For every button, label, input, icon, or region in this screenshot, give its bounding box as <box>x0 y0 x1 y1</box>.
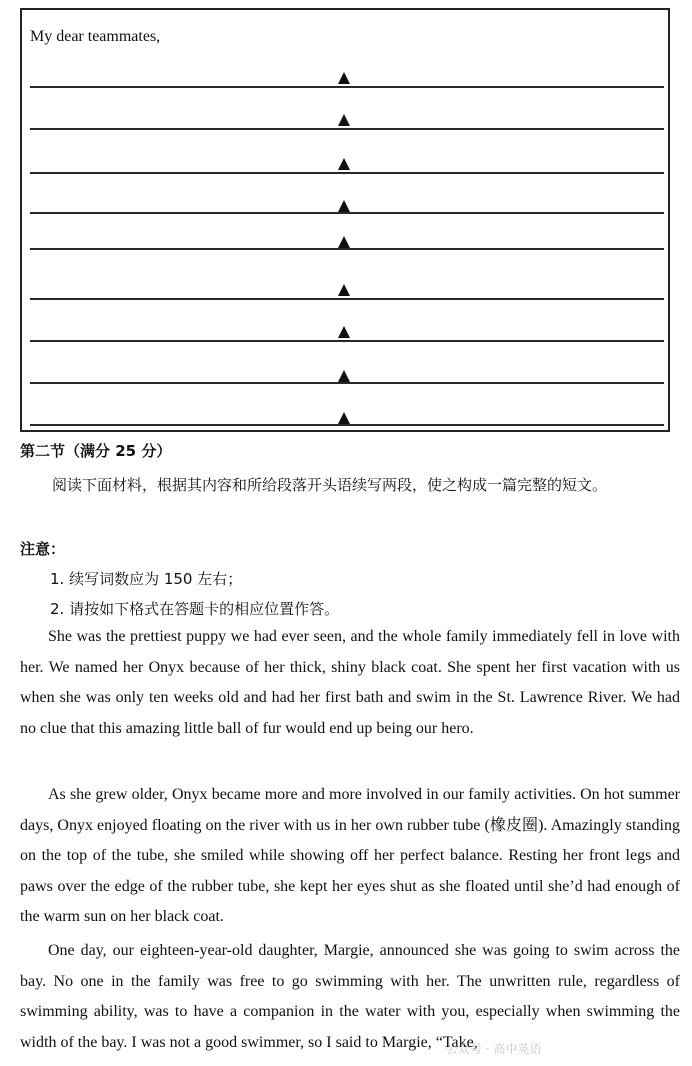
note-item: 2. 请按如下格式在答题卡的相应位置作答。 <box>50 600 340 618</box>
answer-box <box>20 8 670 432</box>
greeting: My dear teammates, <box>30 28 161 45</box>
note-label: 注意： <box>20 540 66 558</box>
triangle-marker-icon <box>338 72 350 84</box>
note-item: 1. 续写词数应为 150 左右； <box>50 570 243 588</box>
writing-line[interactable] <box>30 382 664 384</box>
writing-line[interactable] <box>30 212 664 214</box>
story-paragraph: One day, our eighteen-year-old daughter, Margie, announced she was going to swim across the bay. No one in the family was free to go swimming with her. The unwritten rule, regardless of swimming ability, was to have a companion in the water with you, especially when swimming the width of the bay. I was not a good swimmer, so I said to Margie, “Take, <box>20 942 680 1051</box>
section-title: 第二节（满分 25 分） <box>20 442 172 460</box>
story-paragraph: As she grew older, Onyx became more and more involved in our family activities. On hot summer days, Onyx enjoyed floating on the river with us in her own rubber tube (橡皮圈). Amazingly standing on the top of the tube, she smiled while showing off her perfect balance. Resting her front legs and paws over the edge of the rubber tube, she kept her eyes shut as she floated until she’d had enough of the warm sun on her black coat. <box>20 786 680 925</box>
triangle-marker-icon <box>338 326 350 338</box>
triangle-marker-icon <box>338 158 350 170</box>
writing-line[interactable] <box>30 128 664 130</box>
writing-line[interactable] <box>30 86 664 88</box>
instruction-text: 阅读下面材料，根据其内容和所给段落开头语续写两段，使之构成一篇完整的短文。 <box>52 476 608 494</box>
writing-line[interactable] <box>30 172 664 174</box>
triangle-marker-icon <box>338 370 350 382</box>
triangle-marker-icon <box>338 284 350 296</box>
story-paragraph: She was the prettiest puppy we had ever seen, and the whole family immediately fell in love with her. We named her Onyx because of her thick, shiny black coat. She spent her first vacation with us when she was only ten weeks old and had her first bath and swim in the St. Lawrence River. We had no clue that this amazing little ball of fur would end up being our hero. <box>20 628 680 737</box>
watermark: 公众号 · 高中英语 <box>446 1042 542 1056</box>
writing-line[interactable] <box>30 424 664 426</box>
writing-line[interactable] <box>30 298 664 300</box>
triangle-marker-icon <box>338 200 350 212</box>
triangle-marker-icon <box>338 236 350 248</box>
writing-line[interactable] <box>30 340 664 342</box>
triangle-marker-icon <box>338 412 350 424</box>
writing-line[interactable] <box>30 248 664 250</box>
triangle-marker-icon <box>338 114 350 126</box>
